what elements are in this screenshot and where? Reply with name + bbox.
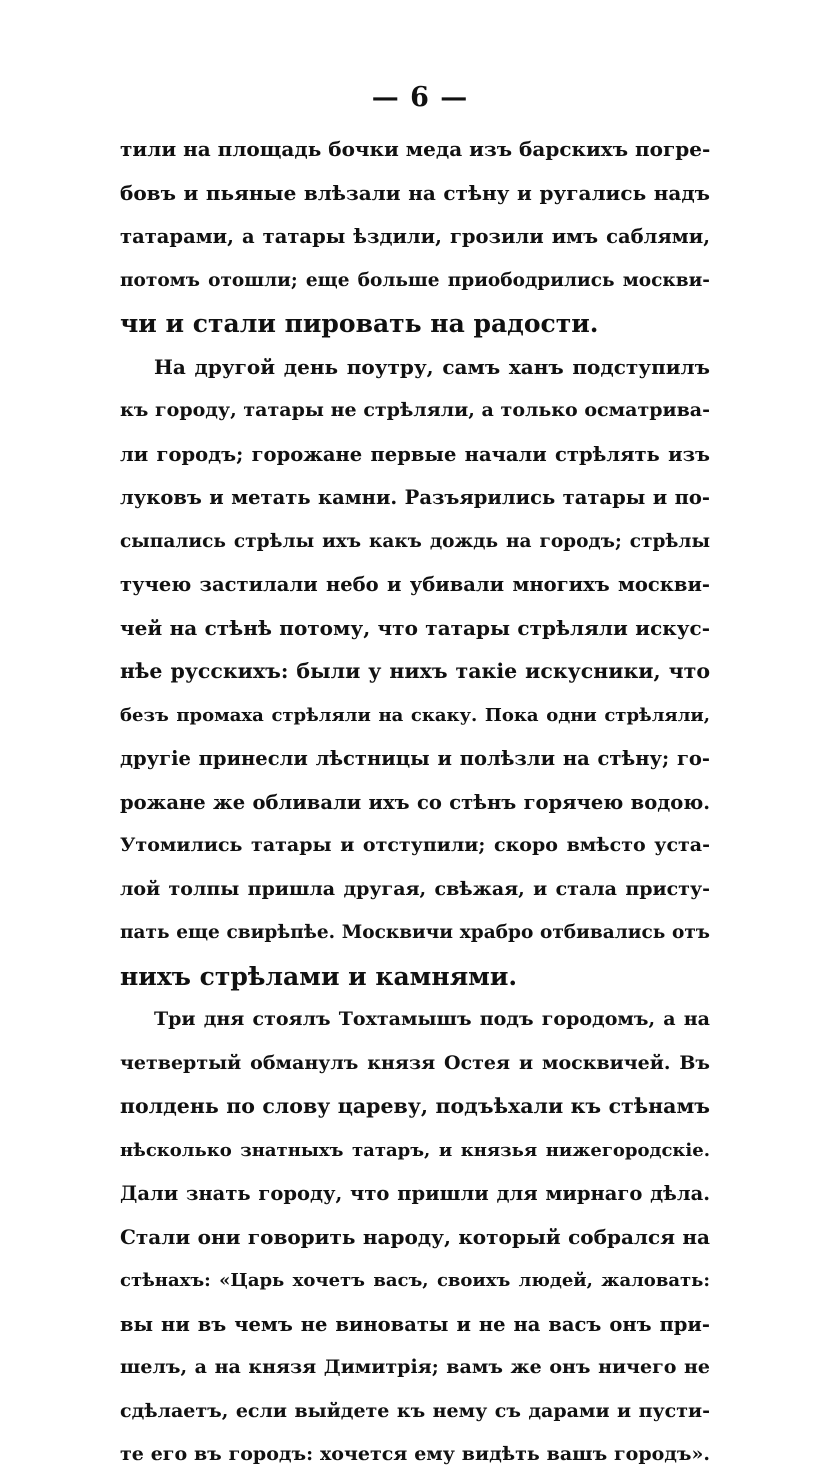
text-line: луковъ и метать камни. Разъярились татары и по- <box>120 486 710 509</box>
text-line: полдень по слову цареву, подъѣхали къ стѣнамъ <box>120 1094 710 1118</box>
text-line: стѣнахъ: «Царь хочетъ васъ, своихъ людей, жаловать: <box>120 1270 710 1291</box>
text-line: тили на площадь бочки меда изъ барскихъ погре- <box>120 137 710 161</box>
text-line: другіе принесли лѣстницы и полѣзли на стѣну; го- <box>120 747 710 770</box>
text-line: бовъ и пьяные влѣзали на стѣну и ругались надъ <box>120 180 710 205</box>
text-line: потомъ отошли; еще больше приободрились москви- <box>120 269 710 291</box>
text-line: къ городу, татары не стрѣляли, а только осматрива- <box>120 399 710 421</box>
text-line: Дали знать городу, что пришли для мирнаго дѣла. <box>120 1182 710 1205</box>
text-line: те его въ городъ: хочется ему видѣть вашъ городъ». <box>120 1443 710 1465</box>
paragraph-2 <box>120 346 710 999</box>
text-line: нихъ стрѣлами и камнями. <box>120 961 518 991</box>
text-line: шелъ, а на князя Димитрія; вамъ же онъ ничего не <box>120 1356 710 1378</box>
text-line: Утомились татары и отступили; скоро вмѣсто уста- <box>120 834 710 856</box>
text-line: тучею застилали небо и убивали многихъ москви- <box>120 573 710 596</box>
text-line: четвертый обманулъ князя Остея и москвичей. Въ <box>120 1051 710 1074</box>
text-line: пать еще свирѣпѣе. Москвичи храбро отбивались отъ <box>120 922 710 943</box>
paragraph-3 <box>120 998 710 1477</box>
text-line: нѣе русскихъ: были у нихъ такіе искусники, что <box>120 659 710 683</box>
text-line: чей на стѣнѣ потому, что татары стрѣляли искус- <box>120 615 710 640</box>
text-line: безъ промаха стрѣляли на скаку. Пока одни стрѣляли, <box>120 704 710 726</box>
body-text <box>120 128 710 1477</box>
text-line: сдѣлаетъ, если выйдете къ нему съ дарами и пусти- <box>120 1399 710 1422</box>
text-line: рожане же обливали ихъ со стѣнъ горячею водою. <box>120 790 710 814</box>
page-number: — 6 — <box>371 82 469 113</box>
text-line: сыпались стрѣлы ихъ какъ дождь на городъ; стрѣлы <box>120 530 710 552</box>
text-line: На другой день поутру, самъ ханъ подступилъ <box>154 354 710 379</box>
text-line: вы ни въ чемъ не виноваты и не на васъ онъ при- <box>120 1312 710 1336</box>
text-line: Стали они говорить народу, который собрался на <box>120 1224 710 1249</box>
text-line: лой толпы пришла другая, свѣжая, и стала присту- <box>120 877 710 900</box>
text-line: нѣсколько знатныхъ татаръ, и князья нижегородскіе. <box>120 1139 710 1161</box>
text-line: чи и стали пировать на радости. <box>120 309 599 338</box>
text-line: Три дня стоялъ Тохтамышъ подъ городомъ, а на <box>154 1008 710 1030</box>
text-line: ли городъ; горожане первые начали стрѣлять изъ <box>120 442 710 466</box>
text-line: татарами, а татары ѣздили, грозили имъ саблями, <box>120 225 710 248</box>
paragraph-1 <box>120 128 710 346</box>
